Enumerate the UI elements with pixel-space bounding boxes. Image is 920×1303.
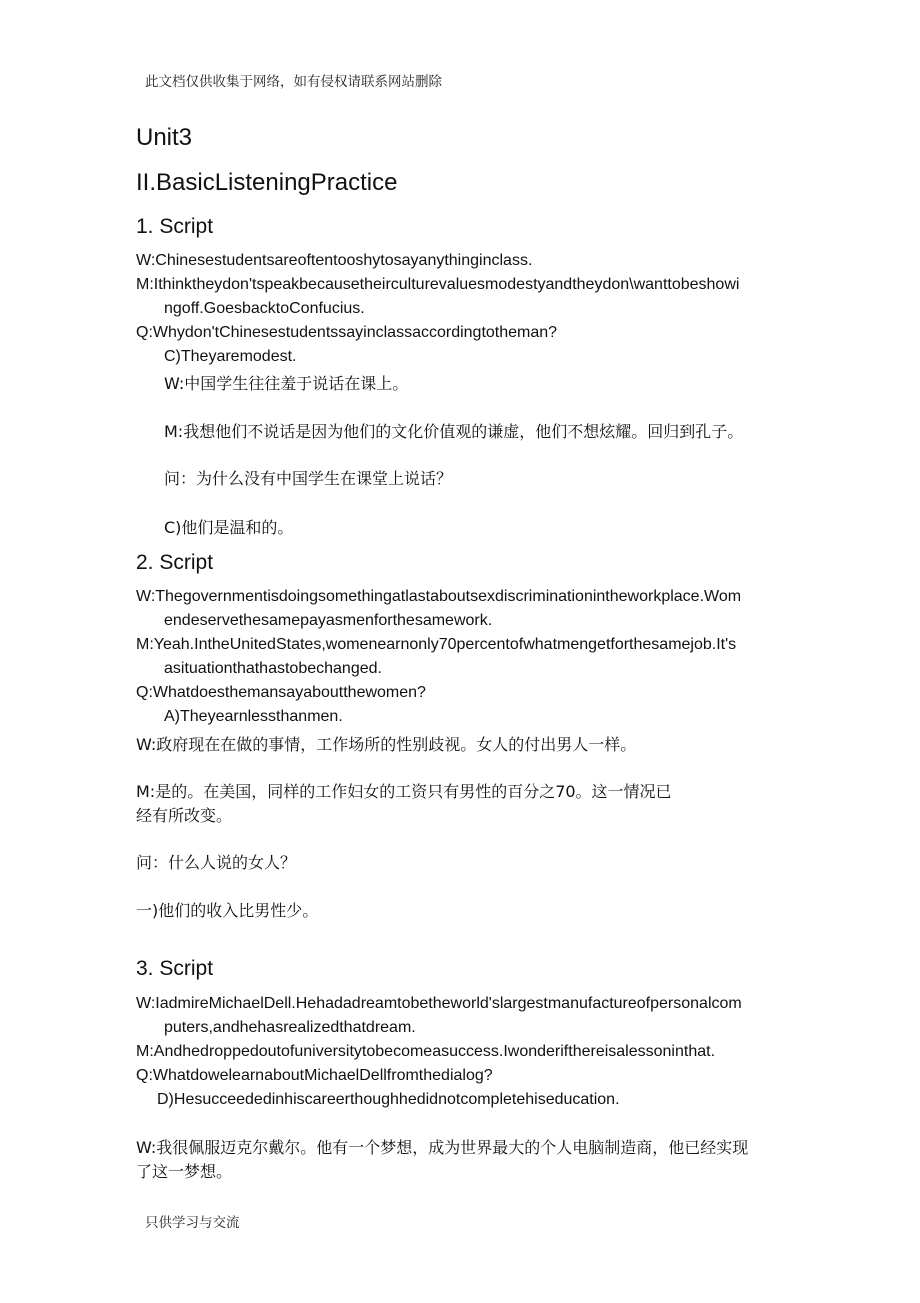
- script-2-trans-answer: 一)他们的收入比男性少。: [136, 901, 319, 920]
- script-1-trans-w: W:中国学生往往羞于说话在课上。: [164, 374, 409, 393]
- section-title: II.BasicListeningPractice: [136, 169, 398, 196]
- script-1-trans-m: M:我想他们不说话是因为他们的文化价值观的谦虚，他们不想炫耀。回归到孔子。: [164, 422, 744, 441]
- script-1-line-w: W:Chinesestudentsareoftentooshytosayanythinginclass.: [136, 252, 533, 269]
- script-1-line-m: M:Ithinktheydon'tspeakbecausetheirculturevaluesmodestyandtheydon\wanttobeshowi: [136, 276, 740, 293]
- page-header-note: 此文档仅供收集于网络，如有侵权请联系网站删除: [145, 74, 442, 90]
- script-3-line-m: M:Andhedroppedoutofuniversitytobecomeasuccess.Iwonderifthereisalessoninthat.: [136, 1043, 716, 1060]
- script-3-line-w: W:IadmireMichaelDell.Hehadadreamtobetheworld'slargestmanufactureofpersonalcom: [136, 995, 742, 1012]
- script-1-line-q: Q:Whydon'tChinesestudentssayinclassaccordingtotheman?: [136, 324, 558, 341]
- script-3-line-q: Q:WhatdowelearnaboutMichaelDellfromthedialog?: [136, 1067, 493, 1084]
- page-footer-note: 只供学习与交流: [145, 1215, 240, 1231]
- script-2-heading: 2. Script: [136, 551, 214, 574]
- script-3-answer: D)Hesucceededinhiscareerthoughhedidnotcompletehiseducation.: [157, 1091, 620, 1108]
- script-2-trans-m: M:是的。在美国，同样的工作妇女的工资只有男性的百分之70。这一情况已: [136, 782, 672, 801]
- script-1-answer: C)Theyaremodest.: [164, 348, 297, 365]
- script-2-line-m: M:Yeah.IntheUnitedStates,womenearnonly70percentofwhatmengetforthesamejob.It's: [136, 636, 737, 653]
- script-1-heading: 1. Script: [136, 215, 214, 238]
- script-2-trans-q: 问：什么人说的女人？: [136, 853, 297, 872]
- script-2-trans-w: W:政府现在在做的事情，工作场所的性别歧视。女人的付出男人一样。: [136, 735, 637, 754]
- script-2-answer: A)Theyearnlessthanmen.: [164, 708, 343, 725]
- script-2-line-m-cont: asituationthathastobechanged.: [164, 660, 382, 677]
- script-2-line-q: Q:Whatdoesthemansayaboutthewomen?: [136, 684, 426, 701]
- script-3-heading: 3. Script: [136, 957, 214, 980]
- script-2-line-w-cont: endeservethesamepayasmenforthesamework.: [164, 612, 493, 629]
- script-1-line-m-cont: ngoff.GoesbacktoConfucius.: [164, 300, 365, 317]
- script-2-trans-m-cont: 经有所改变。: [136, 806, 233, 825]
- script-3-line-w-cont: puters,andhehasrealizedthatdream.: [164, 1019, 416, 1036]
- unit-title: Unit3: [136, 124, 193, 151]
- script-3-trans-w: W:我很佩服迈克尔戴尔。他有一个梦想，成为世界最大的个人电脑制造商，他已经实现: [136, 1138, 749, 1157]
- script-1-trans-q: 问：为什么没有中国学生在课堂上说话？: [164, 469, 453, 488]
- script-2-line-w: W:Thegovernmentisdoingsomethingatlastaboutsexdiscriminationintheworkplace.Wom: [136, 588, 742, 605]
- script-1-trans-answer: C)他们是温和的。: [164, 518, 294, 537]
- script-3-trans-w-cont: 了这一梦想。: [136, 1162, 233, 1181]
